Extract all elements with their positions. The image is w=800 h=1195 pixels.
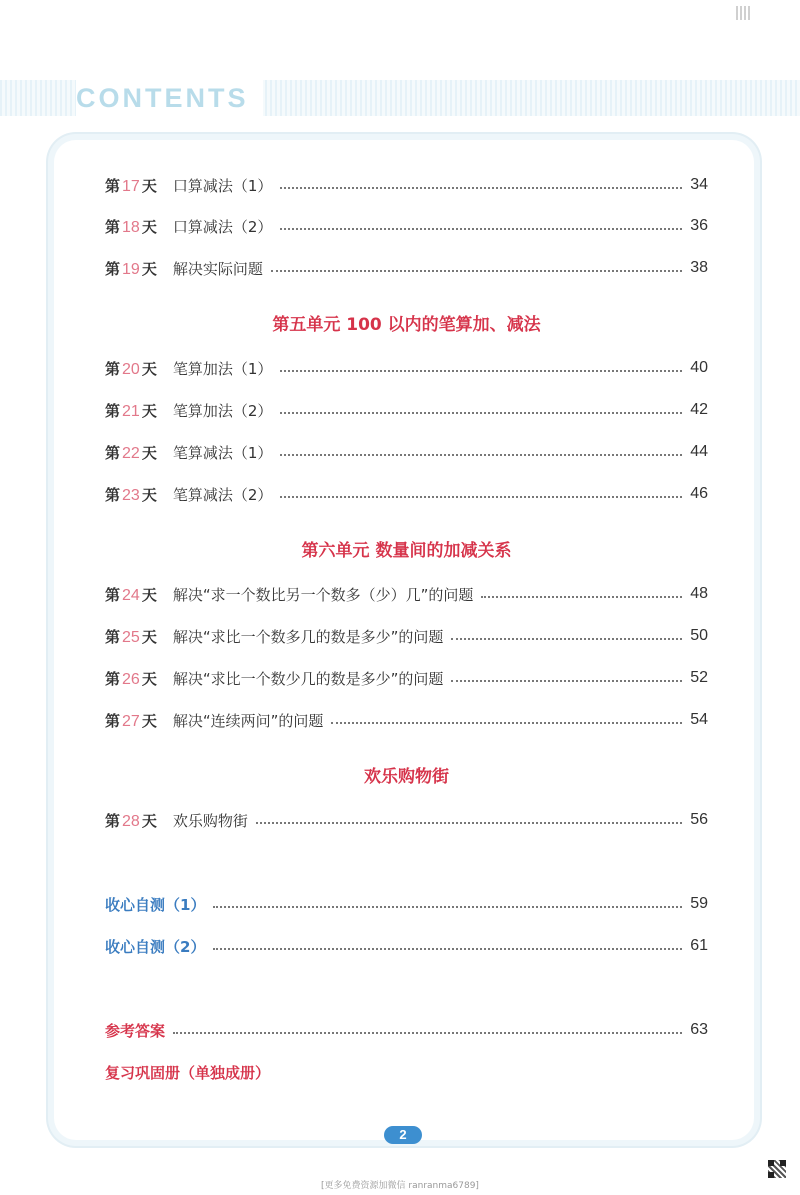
toc-entry[interactable]: 第 18 天 口算减法（2） 36 [105,217,708,236]
toc-page-number: 44 [690,443,708,460]
unit-heading-five: 第五单元 100 以内的笔算加、减法 [272,315,541,335]
toc-entry-title: 笔算加法（2） [172,401,273,420]
toc-entry-title: 口算减法（2） [172,217,273,236]
toc-entry-title: 笔算减法（1） [172,443,273,462]
toc-entry[interactable]: 第 24 天 解决“求一个数比另一个数多（少）几”的问题 48 [105,585,708,604]
toc-entry-title: 参考答案 [105,1021,166,1040]
qr-code-icon [768,1160,786,1178]
dot-leader [173,1032,682,1034]
dot-leader [280,187,682,189]
toc-page-number: 56 [690,811,708,828]
toc-entry-title: 解决实际问题 [172,259,263,278]
dot-leader [256,822,682,824]
toc-page-number: 59 [690,895,708,912]
toc-self-test[interactable] [105,891,708,917]
toc-page-number: 63 [690,1021,708,1038]
toc-entry-title: 解决“求比一个数多几的数是多少”的问题 [172,627,444,646]
toc-page-number: 50 [690,627,708,644]
dot-leader [280,496,682,498]
toc-answers[interactable] [105,1017,708,1043]
toc-entry-title: 复习巩固册（单独成册） [105,1063,271,1082]
toc-page-number: 61 [690,937,708,954]
toc-entry-title: 解决“求比一个数少几的数是多少”的问题 [172,669,444,688]
toc-entry[interactable]: 第 22 天 笔算减法（1） 44 [105,443,708,462]
toc-entry[interactable]: 第 27 天 解决“连续两问”的问题 54 [105,711,708,730]
toc-page-number: 34 [690,176,708,193]
toc-entry[interactable]: 第 28 天 欢乐购物街 56 [105,811,708,830]
dot-leader [271,270,682,272]
qr-corner-icon [736,6,750,20]
toc-entry-title: 笔算加法（1） [172,359,273,378]
toc-page-number: 38 [690,259,708,276]
toc-page-number: 36 [690,217,708,234]
dot-leader [451,638,682,640]
toc-entry-title: 收心自测（1） [105,895,206,914]
dot-leader [280,454,682,456]
toc-self-test[interactable] [105,933,708,959]
toc-entry[interactable]: 第 17 天 口算减法（1） 34 [105,176,708,195]
toc-entry-title: 解决“求一个数比另一个数多（少）几”的问题 [172,585,474,604]
toc-page-number: 54 [690,711,708,728]
toc-entry[interactable]: 第 23 天 笔算减法（2） 46 [105,485,708,504]
unit-heading-shopping: 欢乐购物街 [364,767,449,787]
toc-page-number: 42 [690,401,708,418]
toc-entry[interactable]: 第 26 天 解决“求比一个数少几的数是多少”的问题 52 [105,669,708,688]
toc-entry-title: 收心自测（2） [105,937,206,956]
toc-page-number: 40 [690,359,708,376]
toc-entry[interactable]: 第 20 天 笔算加法（1） 40 [105,359,708,378]
dot-leader [331,722,682,724]
toc-entry-title: 解决“连续两问”的问题 [172,711,324,730]
toc-entry[interactable]: 第 25 天 解决“求比一个数多几的数是多少”的问题 50 [105,627,708,646]
dot-leader [213,906,682,908]
toc-entry-title: 笔算减法（2） [172,485,273,504]
toc-review-book[interactable] [105,1059,708,1085]
dot-leader [451,680,682,682]
toc-entry-title: 口算减法（1） [172,176,273,195]
dot-leader [280,412,682,414]
toc-page-number: 52 [690,669,708,686]
unit-heading-six: 第六单元 数量间的加减关系 [301,541,512,561]
toc-entry-title: 欢乐购物街 [172,811,248,830]
toc-page-number: 46 [690,485,708,502]
dot-leader [213,948,682,950]
dot-leader [280,228,682,230]
dot-leader [481,596,682,598]
toc-entry[interactable]: 第 19 天 解决实际问题 38 [105,259,708,278]
contents-title: CONTENTS [76,80,263,116]
toc-entry[interactable]: 第 21 天 笔算加法（2） 42 [105,401,708,420]
footer-note: [更多免费资源加微信 ranranma6789] [321,1181,479,1191]
dot-leader [280,370,682,372]
page-number-badge: 2 [384,1126,422,1144]
toc-page-number: 48 [690,585,708,602]
